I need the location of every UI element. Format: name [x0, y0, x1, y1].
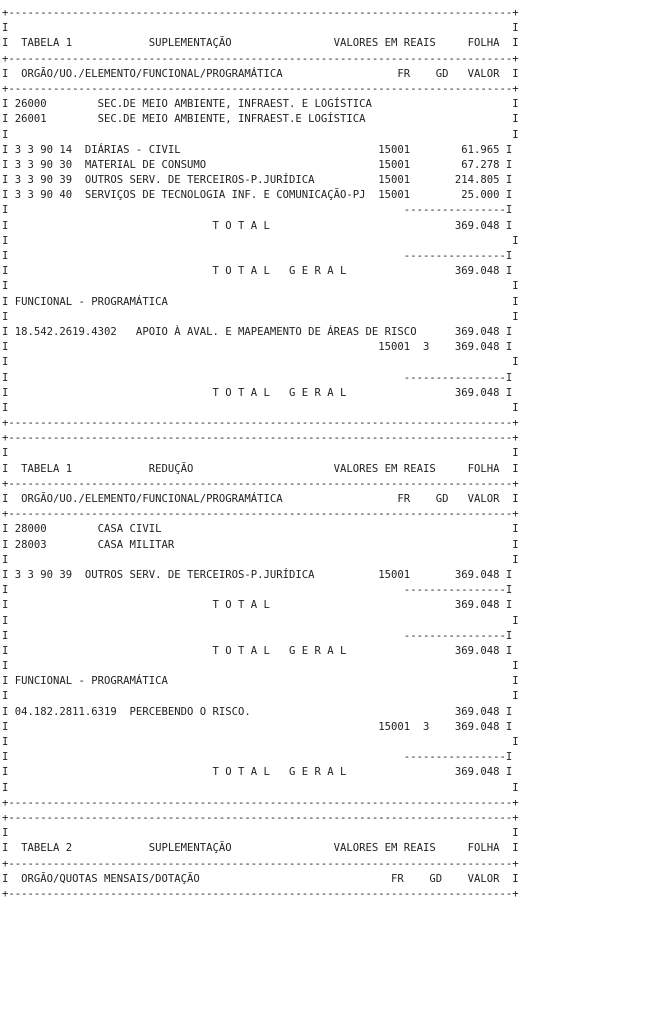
report-line: +-------------------------------------------------------------------------------+: [2, 417, 519, 430]
report-line: I 15001 3 369.048 I: [2, 341, 513, 354]
report-line: I 15001 3 369.048 I: [2, 720, 513, 733]
report-line: I 26001 SEC.DE MEIO AMBIENTE, INFRAEST.E LOGÍSTICA I: [2, 113, 519, 126]
report-line: I I: [2, 401, 519, 414]
report-line: I TABELA 2 SUPLEMENTAÇÃO VALORES EM REAIS FOLHA I: [2, 842, 519, 855]
report-line: I I: [2, 736, 519, 748]
report-line: +-------------------------------------------------------------------------------+: [2, 811, 519, 824]
report-line: I ----------------I: [2, 629, 513, 642]
report-line: +-------------------------------------------------------------------------------+: [2, 82, 519, 95]
report-line: I ----------------I: [2, 584, 513, 597]
report-line: +-------------------------------------------------------------------------------+: [2, 857, 519, 870]
report-line: I ----------------I: [2, 371, 513, 384]
report-line: I TABELA 1 SUPLEMENTAÇÃO VALORES EM REAIS FOLHA I: [2, 37, 519, 50]
report-line: I I: [2, 447, 519, 460]
report-line: I 3 3 90 30 MATERIAL DE CONSUMO 15001 67.278 I: [2, 158, 513, 171]
report-line: I I: [2, 128, 519, 141]
report-line: I I: [2, 234, 519, 247]
report-line: I 28003 CASA MILITAR I: [2, 538, 519, 551]
report-line: I ----------------I: [2, 250, 513, 262]
report-line: I ----------------I: [2, 204, 513, 217]
report-line: I T O T A L G E R A L 369.048 I: [2, 386, 513, 399]
report-line: I 3 3 90 40 SERVIÇOS DE TECNOLOGIA INF. E COMUNICAÇÃO-PJ 15001 25.000 I: [2, 189, 513, 202]
report-line: I I: [2, 280, 519, 293]
report-line: I I: [2, 356, 519, 369]
report-line: I FUNCIONAL - PROGRAMÁTICA I: [2, 295, 519, 308]
report-line: +-------------------------------------------------------------------------------+: [2, 432, 519, 445]
report-line: I I: [2, 310, 519, 323]
report-line: I 18.542.2619.4302 APOIO À AVAL. E MAPEAMENTO DE ÁREAS DE RISCO 369.048 I: [2, 325, 513, 338]
report-line: +-------------------------------------------------------------------------------+: [2, 52, 519, 65]
report-line: I 3 3 90 14 DIÁRIAS - CIVIL 15001 61.965 I: [2, 143, 513, 156]
report-line: I ORGÃO/UO./ELEMENTO/FUNCIONAL/PROGRAMÁTICA FR GD VALOR I: [2, 67, 519, 80]
report-line: I 3 3 90 39 OUTROS SERV. DE TERCEIROS-P.JURÍDICA 15001 369.048 I: [2, 568, 513, 581]
report-line: I ORGÃO/UO./ELEMENTO/FUNCIONAL/PROGRAMÁTICA FR GD VALOR I: [2, 493, 519, 505]
report-line: +-------------------------------------------------------------------------------+: [2, 7, 519, 19]
report-line: I T O T A L G E R A L 369.048 I: [2, 644, 513, 657]
report-line: I T O T A L G E R A L 369.048 I: [2, 766, 513, 779]
report-line: I TABELA 1 REDUÇÃO VALORES EM REAIS FOLHA I: [2, 462, 519, 475]
report-line: +-------------------------------------------------------------------------------+: [2, 887, 519, 900]
report-line: I 26000 SEC.DE MEIO AMBIENTE, INFRAEST. E LOGÍSTICA I: [2, 98, 519, 111]
report-line: I T O T A L 369.048 I: [2, 599, 513, 612]
report-line: I I: [2, 781, 519, 794]
report-line: I 28000 CASA CIVIL I: [2, 523, 519, 536]
report-line: I I: [2, 553, 519, 566]
report-line: I ORGÃO/QUOTAS MENSAIS/DOTAÇÃO FR GD VALOR I: [2, 872, 519, 885]
report-line: I I: [2, 614, 519, 627]
report-line: +-------------------------------------------------------------------------------+: [2, 477, 519, 490]
report-line: +-------------------------------------------------------------------------------+: [2, 508, 519, 521]
report-line: I FUNCIONAL - PROGRAMÁTICA I: [2, 675, 519, 688]
report-line: I T O T A L G E R A L 369.048 I: [2, 265, 513, 278]
report-line: I ----------------I: [2, 751, 513, 764]
report-line: I I: [2, 660, 519, 673]
report-line: I I: [2, 690, 519, 703]
report-line: I 04.182.2811.6319 PERCEBENDO O RISCO. 369.048 I: [2, 705, 513, 718]
report-line: I 3 3 90 39 OUTROS SERV. DE TERCEIROS-P.JURÍDICA 15001 214.805 I: [2, 174, 513, 187]
report-line: I T O T A L 369.048 I: [2, 219, 513, 232]
report-line: +-------------------------------------------------------------------------------+: [2, 796, 519, 809]
report-line: I I: [2, 22, 519, 35]
report-line: I I: [2, 827, 519, 840]
